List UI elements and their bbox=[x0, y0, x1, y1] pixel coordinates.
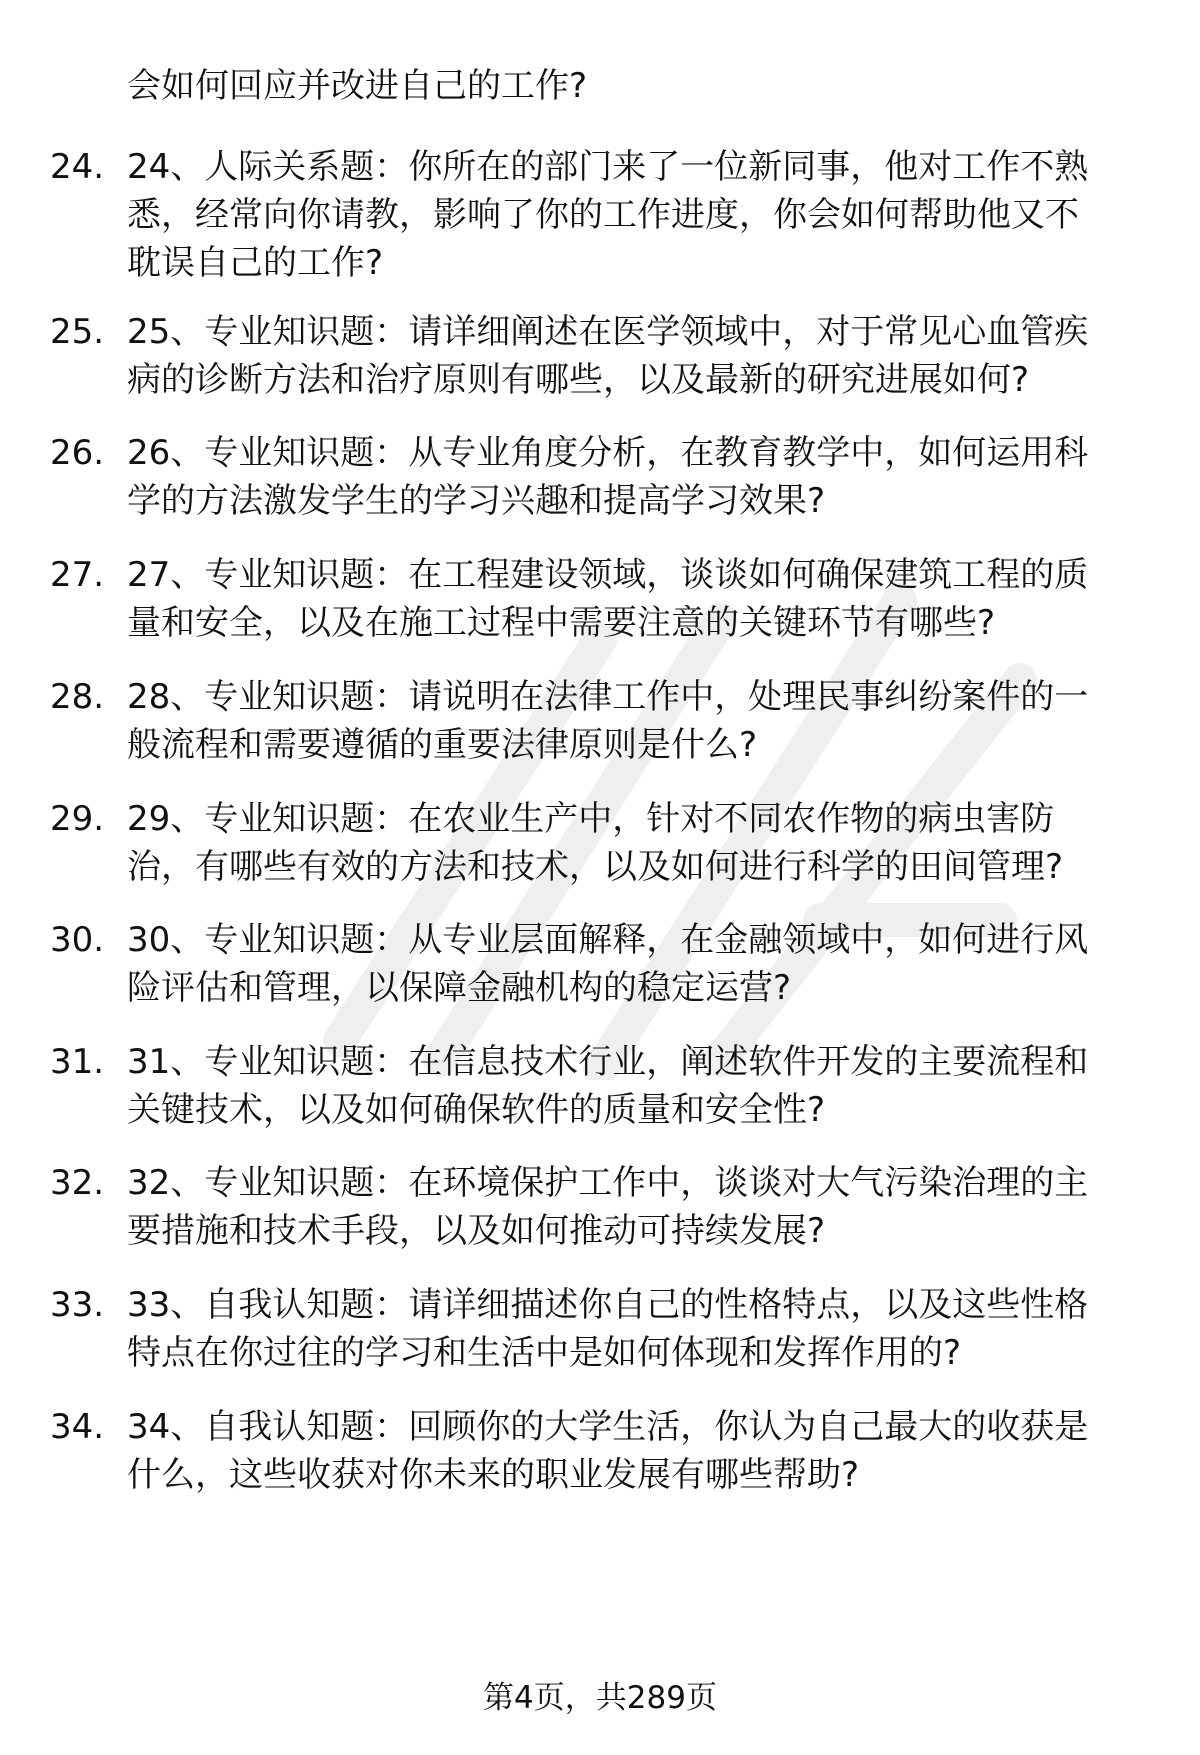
question-item bbox=[0, 916, 1200, 1050]
question-text bbox=[127, 1038, 1162, 1134]
question-text-line: 31、专业知识题：在信息技术行业，阐述软件开发的主要流程和 bbox=[127, 1042, 1089, 1082]
question-item bbox=[0, 1403, 1200, 1537]
question-item bbox=[0, 795, 1200, 929]
question-item bbox=[0, 143, 1200, 283]
question-text bbox=[127, 1281, 1162, 1377]
question-text bbox=[127, 916, 1162, 1012]
question-text bbox=[127, 429, 1162, 525]
question-text-line: 治，有哪些有效的方法和技术，以及如何进行科学的田间管理? bbox=[127, 847, 1064, 887]
question-text bbox=[127, 308, 1162, 404]
question-text-line: 学的方法激发学生的学习兴趣和提高学习效果? bbox=[127, 481, 826, 521]
question-text-line: 32、专业知识题：在环境保护工作中，谈谈对大气污染治理的主 bbox=[127, 1163, 1089, 1203]
question-number: 33. bbox=[50, 1285, 105, 1325]
question-item bbox=[0, 673, 1200, 807]
question-number: 24. bbox=[50, 147, 105, 187]
question-number: 31. bbox=[50, 1042, 105, 1082]
question-item bbox=[0, 1038, 1200, 1172]
question-text bbox=[127, 1159, 1162, 1255]
question-text-line: 27、专业知识题：在工程建设领域，谈谈如何确保建筑工程的质 bbox=[127, 555, 1089, 595]
question-number: 25. bbox=[50, 312, 105, 352]
question-text bbox=[127, 551, 1162, 647]
question-text bbox=[127, 1403, 1162, 1499]
question-item bbox=[0, 308, 1200, 442]
question-text-line: 30、专业知识题：从专业层面解释，在金融领域中，如何进行风 bbox=[127, 920, 1089, 960]
question-number: 26. bbox=[50, 433, 105, 473]
question-text-line: 病的诊断方法和治疗原则有哪些，以及最新的研究进展如何? bbox=[127, 360, 1030, 400]
question-text-line: 33、自我认知题：请详细描述你自己的性格特点，以及这些性格 bbox=[127, 1285, 1089, 1325]
question-text-line: 关键技术，以及如何确保软件的质量和安全性? bbox=[127, 1090, 826, 1130]
question-number: 30. bbox=[50, 920, 105, 960]
question-text-line: 什么，这些收获对你未来的职业发展有哪些帮助? bbox=[127, 1455, 860, 1495]
question-text-line: 险评估和管理，以保障金融机构的稳定运营? bbox=[127, 968, 792, 1008]
question-text-line: 28、专业知识题：请说明在法律工作中，处理民事纠纷案件的一 bbox=[127, 677, 1089, 717]
question-text-line: 要措施和技术手段，以及如何推动可持续发展? bbox=[127, 1211, 826, 1251]
question-number: 29. bbox=[50, 799, 105, 839]
question-item bbox=[0, 429, 1200, 563]
question-number: 34. bbox=[50, 1407, 105, 1447]
question-number: 32. bbox=[50, 1163, 105, 1203]
question-text-line: 34、自我认知题：回顾你的大学生活，你认为自己最大的收获是 bbox=[127, 1407, 1089, 1447]
question-number: 27. bbox=[50, 555, 105, 595]
question-item bbox=[0, 1159, 1200, 1293]
question-item bbox=[0, 1281, 1200, 1415]
question-number: 28. bbox=[50, 677, 105, 717]
question-text bbox=[127, 795, 1162, 891]
question-item bbox=[0, 551, 1200, 685]
question-text-line: 量和安全，以及在施工过程中需要注意的关键环节有哪些? bbox=[127, 603, 996, 643]
question-text-line: 耽误自己的工作? bbox=[127, 243, 384, 283]
question-text bbox=[127, 673, 1162, 769]
question-text-line: 25、专业知识题：请详细阐述在医学领域中，对于常见心血管疾 bbox=[127, 312, 1089, 352]
question-text-line: 26、专业知识题：从专业角度分析，在教育教学中，如何运用科 bbox=[127, 433, 1089, 473]
question-text-line: 特点在你过往的学习和生活中是如何体现和发挥作用的? bbox=[127, 1333, 962, 1373]
question-text-line: 24、人际关系题：你所在的部门来了一位新同事，他对工作不熟 bbox=[127, 147, 1089, 187]
question-text-line: 29、专业知识题：在农业生产中，针对不同农作物的病虫害防 bbox=[127, 799, 1055, 839]
question-text bbox=[127, 143, 1162, 287]
continuation-line: 会如何回应并改进自己的工作? bbox=[127, 66, 588, 106]
question-text-line: 悉，经常向你请教，影响了你的工作进度，你会如何帮助他又不 bbox=[127, 195, 1079, 235]
question-text-line: 般流程和需要遵循的重要法律原则是什么? bbox=[127, 725, 758, 765]
page-footer: 第4页，共289页 bbox=[483, 1680, 717, 1716]
